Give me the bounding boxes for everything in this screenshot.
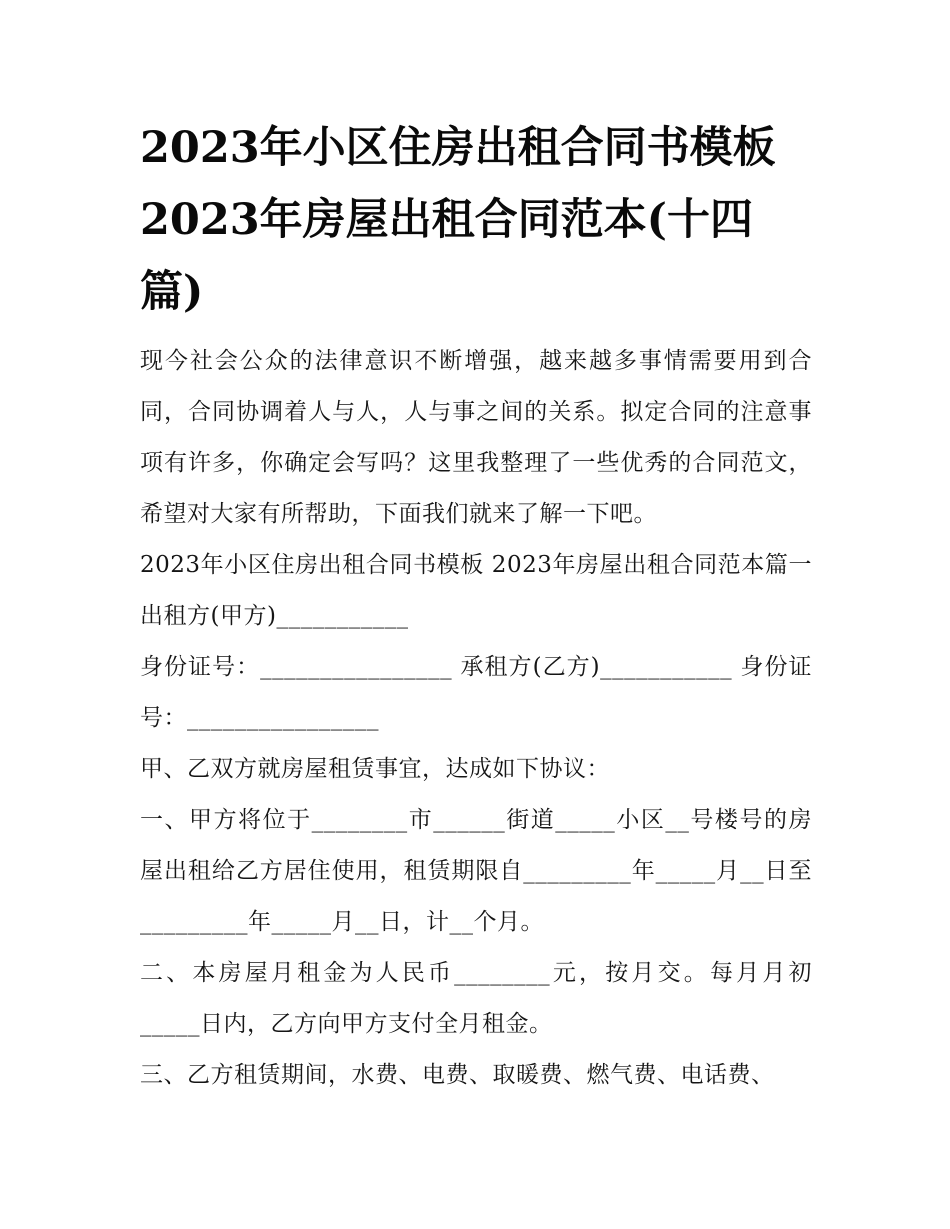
clause-two-paragraph: 二、本房屋月租金为人民币________元，按月交。每月月初_____日内，乙方向甲方支付全月租金。	[140, 960, 812, 1037]
document-title: 2023年小区住房出租合同书模板 2023年房屋出租合同范本(十四篇)	[140, 123, 776, 317]
contract-heading-paragraph: 2023年小区住房出租合同书模板 2023年房屋出租合同范本篇一 出租方(甲方)___________	[140, 552, 812, 629]
agreement-intro-paragraph: 甲、乙双方就房屋租赁事宜，达成如下协议：	[140, 756, 610, 782]
id-number-paragraph: 身份证号：________________ 承租方(乙方)___________ 身份证号：________________	[140, 654, 812, 731]
document-body	[140, 112, 812, 1101]
intro-paragraph: 现今社会公众的法律意识不断增强，越来越多事情需要用到合同，合同协调着人与人，人与事之间的关系。拟定合同的注意事项有许多，你确定会写吗？这里我整理了一些优秀的合同范文，希望对大家有所帮助，下面我们就来了解一下吧。	[140, 348, 812, 527]
clause-one-paragraph: 一、甲方将位于________市______街道_____小区__号楼号的房屋出租给乙方居住使用，租赁期限自_________年_____月__日至_________年_____月__日，计__个月。	[140, 807, 812, 935]
clause-three-paragraph: 三、乙方租赁期间，水费、电费、取暖费、燃气费、电话费、	[140, 1062, 775, 1088]
